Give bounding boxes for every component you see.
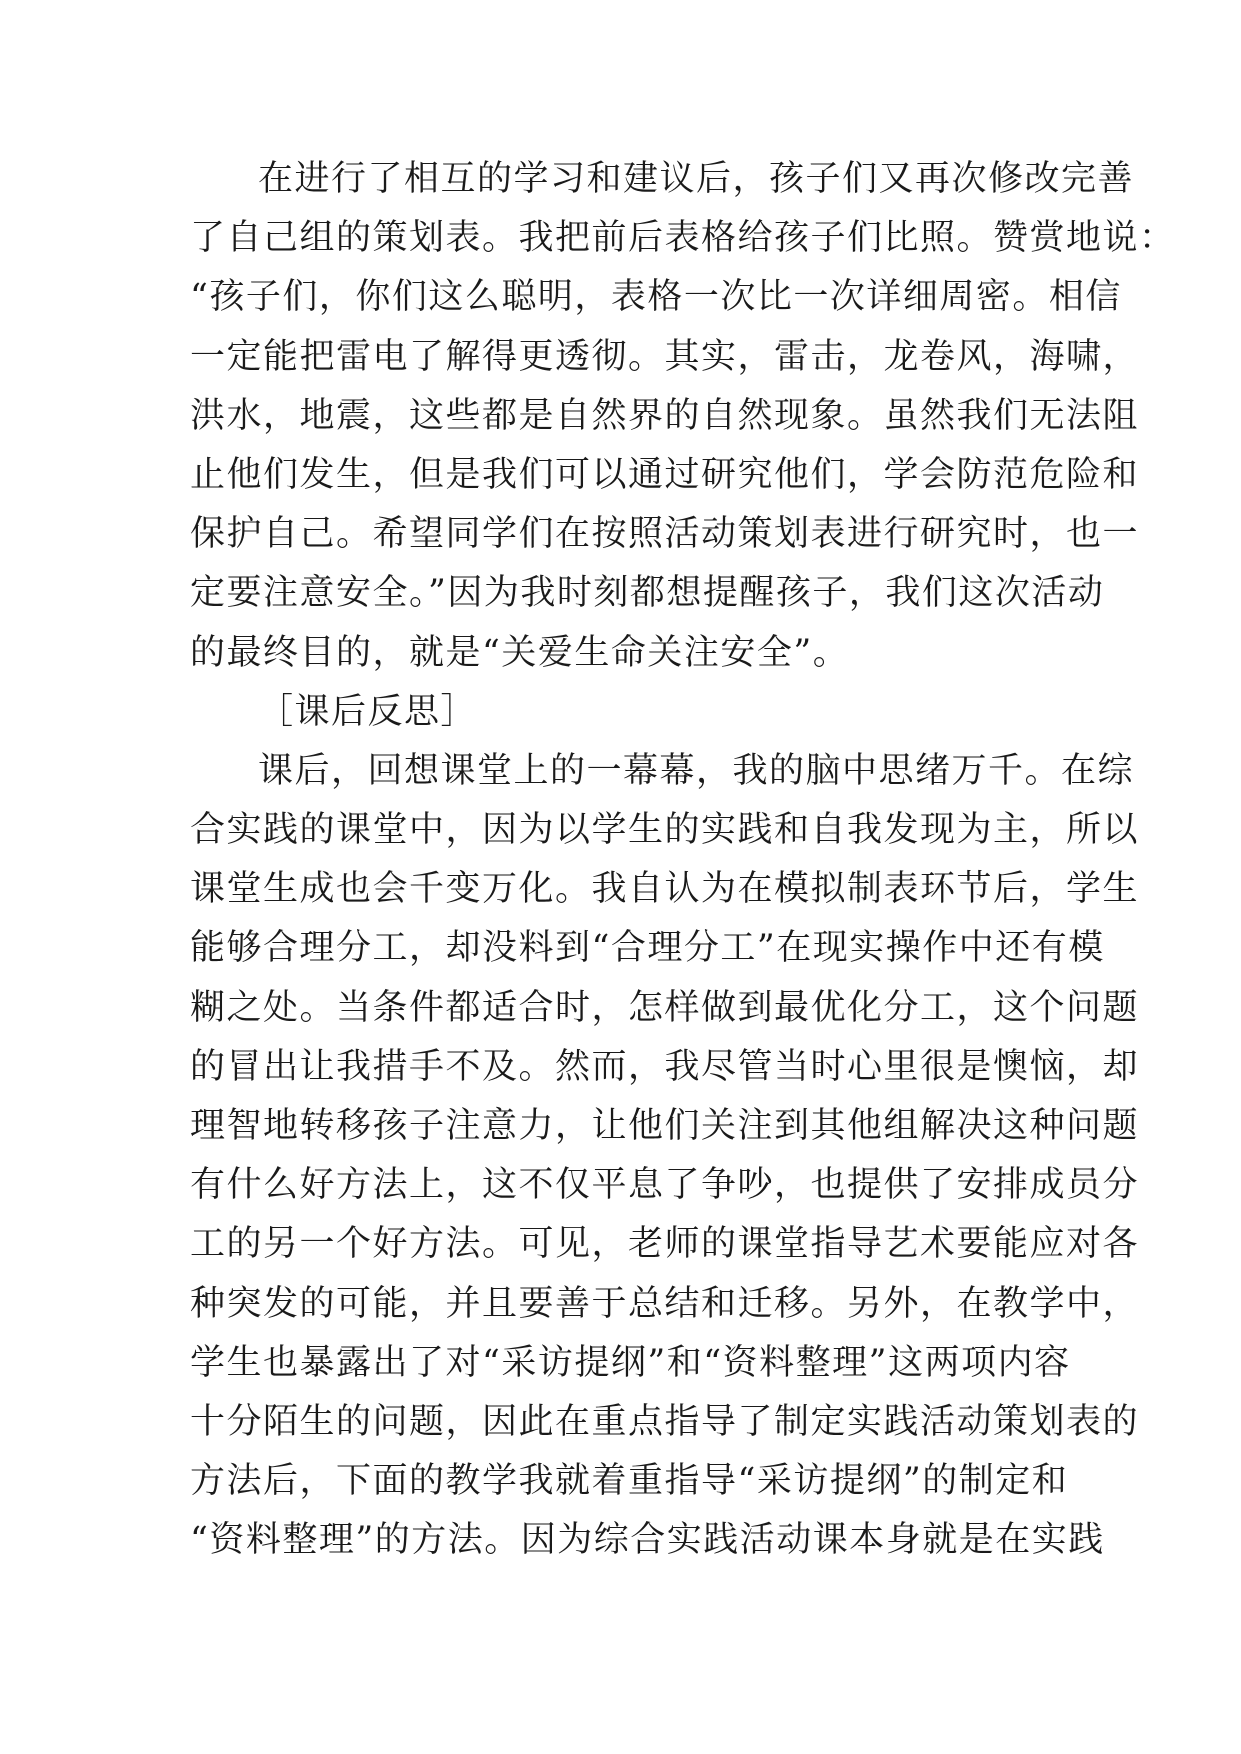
text-line: 十分陌生的问题，因此在重点指导了制定实践活动策划表的 xyxy=(190,1401,1140,1442)
text-line: 种突发的可能，并且要善于总结和迁移。另外，在教学中， xyxy=(190,1283,1140,1324)
text-line: 在进行了相互的学习和建议后，孩子们又再次修改完善 xyxy=(258,159,1135,199)
text-line: 学生也暴露出了对“采访提纲”和“资料整理”这两项内容 xyxy=(190,1342,1071,1383)
text-line: 方法后，下面的教学我就着重指导“采访提纲”的制定和 xyxy=(190,1461,1069,1502)
text-line: 止他们发生，但是我们可以通过研究他们，学会防范危险和 xyxy=(190,454,1140,495)
text-line: “孩子们，你们这么聪明，表格一次比一次详细周密。相信 xyxy=(190,277,1122,318)
text-line: 定要注意安全。”因为我时刻都想提醒孩子，我们这次活动 xyxy=(190,573,1105,614)
text-line: “资料整理”的方法。因为综合实践活动课本身就是在实践 xyxy=(190,1520,1105,1561)
text-line: 课堂生成也会千变万化。我自认为在模拟制表环节后，学生 xyxy=(190,869,1140,910)
text-line: 糊之处。当条件都适合时，怎样做到最优化分工，这个问题 xyxy=(190,987,1140,1028)
text-line: 保护自己。希望同学们在按照活动策划表进行研究时，也一 xyxy=(190,514,1140,555)
text-line: 理智地转移孩子注意力，让他们关注到其他组解决这种问题 xyxy=(190,1106,1140,1146)
section-heading: ［课后反思］ xyxy=(258,691,478,732)
text-line: 的冒出让我措手不及。然而，我尽管当时心里很是懊恼，却 xyxy=(190,1046,1140,1087)
text-line: 洪水，地震，这些都是自然界的自然现象。虽然我们无法阻 xyxy=(190,395,1140,436)
text-line: 了自己组的策划表。我把前后表格给孩子们比照。赞赏地说： xyxy=(190,218,1176,259)
text-line: 课后，回想课堂上的一幕幕，我的脑中思绪万千。在综 xyxy=(258,750,1135,791)
text-line: 的最终目的，就是“关爱生命关注安全”。 xyxy=(190,632,850,673)
text-line: 有什么好方法上，这不仅平息了争吵，也提供了安排成员分 xyxy=(190,1165,1140,1206)
body-text xyxy=(190,150,1176,1571)
text-line: 合实践的课堂中，因为以学生的实践和自我发现为主，所以 xyxy=(190,810,1140,851)
text-line: 工的另一个好方法。可见，老师的课堂指导艺术要能应对各 xyxy=(190,1224,1140,1265)
text-line: 能够合理分工，却没料到“合理分工”在现实操作中还有模 xyxy=(190,928,1105,969)
text-line: 一定能把雷电了解得更透彻。其实，雷击，龙卷风，海啸， xyxy=(190,336,1140,377)
